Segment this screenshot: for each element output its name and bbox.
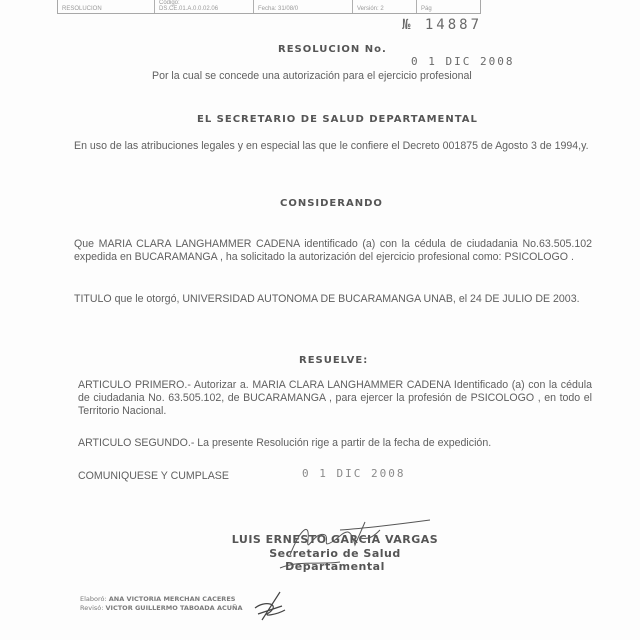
footer-reviso — [80, 604, 243, 612]
considerando-paragraph-2: TITULO que le otorgó, UNIVERSIDAD AUTONOMA DE BUCARAMANGA UNAB, el 24 DE JULIO DE 2003. — [74, 293, 580, 305]
considerando-heading: CONSIDERANDO — [280, 198, 383, 209]
elaboro-name: ANA VICTORIA MERCHAN CACERES — [108, 595, 236, 603]
resuelve-heading: RESUELVE: — [299, 355, 369, 366]
articulo-primero: ARTICULO PRIMERO.- Autorizar a. MARIA CLARA LANGHAMMER CADENA Identificado (a) con la cédula de ciudadania No. 63.505.102, de BUCARAMANGA , para ejercer la profesión de PSICOLOGO , en todo el Territorio Nacional. — [78, 379, 592, 417]
date-stamp-bottom: 0 1 DIC 2008 — [302, 467, 406, 480]
date-stamp-top: 0 1 DIC 2008 — [411, 55, 515, 68]
header-cell-date: Fecha: 31/08/0 — [254, 0, 353, 13]
articulo-segundo: ARTICULO SEGUNDO.- La presente Resolución rige a partir de la fecha de expedición. — [78, 437, 492, 449]
signatory-title: Secretario de Salud Departamental — [269, 547, 401, 573]
resolution-title: RESOLUCION No. — [278, 44, 387, 55]
signatory-name: LUIS ERNESTO GARCIA VARGAS — [231, 533, 439, 546]
footer-elaboro — [80, 595, 235, 603]
authority-heading: EL SECRETARIO DE SALUD DEPARTAMENTAL — [197, 114, 478, 125]
stamp-number: № 14887 — [402, 17, 483, 33]
subtitle: Por la cual se concede una autorización para el ejercicio profesional — [152, 70, 472, 82]
elaboro-label: Elaboró: — [80, 595, 107, 603]
header-cell-code: Código: DS.CE.01.A.0.0.02.06 — [155, 0, 254, 13]
reviso-label: Revisó: — [80, 604, 104, 612]
header-cell-version: Versión: 2 — [353, 0, 417, 13]
reviso-name: VICTOR GUILLERMO TABOADA ACUÑA — [105, 604, 243, 612]
considerando-paragraph-1: Que MARIA CLARA LANGHAMMER CADENA identificado (a) con la cédula de ciudadania No.63.505.102 expedida en BUCARAMANGA , ha solicitado la autorización del ejercicio profesional como: PSICOLOGO . — [74, 238, 592, 263]
preamble-paragraph: En uso de las atribuciones legales y en especial las que le confiere el Decreto 001875 de Agosto 3 de 1994,y. — [74, 140, 589, 152]
header-cell-page: Pág — [421, 6, 432, 12]
document-header-table — [57, 0, 481, 14]
initials-icon — [250, 590, 290, 625]
closing-text: COMUNIQUESE Y CUMPLASE — [78, 470, 229, 482]
header-cell-type: RESOLUCION — [58, 0, 155, 13]
